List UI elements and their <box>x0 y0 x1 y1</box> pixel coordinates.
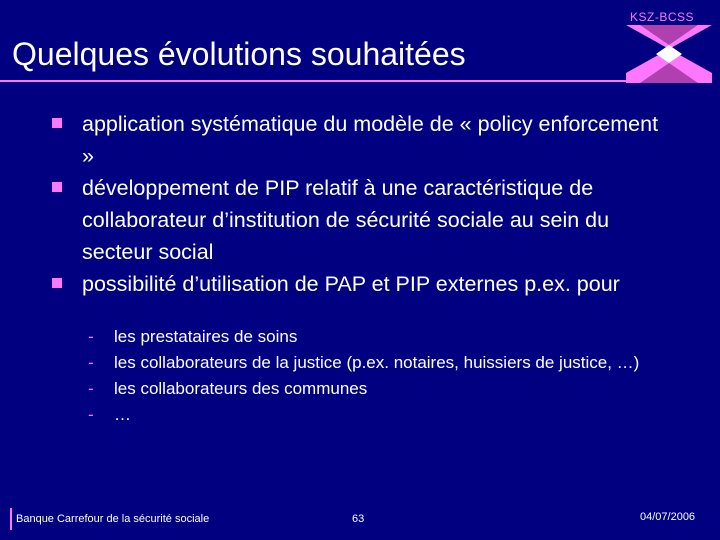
title-divider <box>0 80 626 82</box>
footer-accent-bar <box>10 508 12 530</box>
dash-bullet-icon: - <box>88 405 94 424</box>
dash-bullet-icon: - <box>88 353 94 372</box>
bullet-item <box>52 172 662 268</box>
bullet-text: application systématique du modèle de « policy enforcement » <box>82 112 659 168</box>
sub-bullet-item <box>88 324 648 350</box>
logo-text: KSZ-BCSS <box>630 10 695 24</box>
dash-bullet-icon: - <box>88 327 94 346</box>
sub-bullet-text: … <box>114 405 131 424</box>
sub-bullet-text: les prestataires de soins <box>114 327 298 346</box>
square-bullet-icon <box>52 118 62 128</box>
bullet-item <box>52 268 662 300</box>
square-bullet-icon <box>52 278 62 288</box>
sub-bullet-text: les collaborateurs de la justice (p.ex. notaires, huissiers de justice, …) <box>114 353 640 372</box>
ksz-bcss-logo <box>626 25 712 83</box>
page-number: 63 <box>352 513 365 525</box>
square-bullet-icon <box>52 182 62 192</box>
dash-bullet-icon: - <box>88 379 94 398</box>
bullet-item <box>52 108 662 172</box>
footer-date: 04/07/2006 <box>640 511 696 523</box>
sub-bullet-item <box>88 376 648 402</box>
bullet-list <box>52 108 662 300</box>
sub-bullet-item <box>88 402 648 428</box>
sub-bullet-item <box>88 350 648 376</box>
bullet-text: développement de PIP relatif à une caractéristique de collaborateur d’institution de sécurité sociale au sein du secteur social <box>82 176 610 264</box>
bullet-text: possibilité d’utilisation de PAP et PIP externes p.ex. pour <box>82 272 620 296</box>
slide-title: Quelques évolutions souhaitées <box>12 36 466 72</box>
sub-bullet-list <box>88 324 648 428</box>
footer-organization: Banque Carrefour de la sécurité sociale <box>16 513 210 525</box>
sub-bullet-text: les collaborateurs des communes <box>114 379 368 398</box>
